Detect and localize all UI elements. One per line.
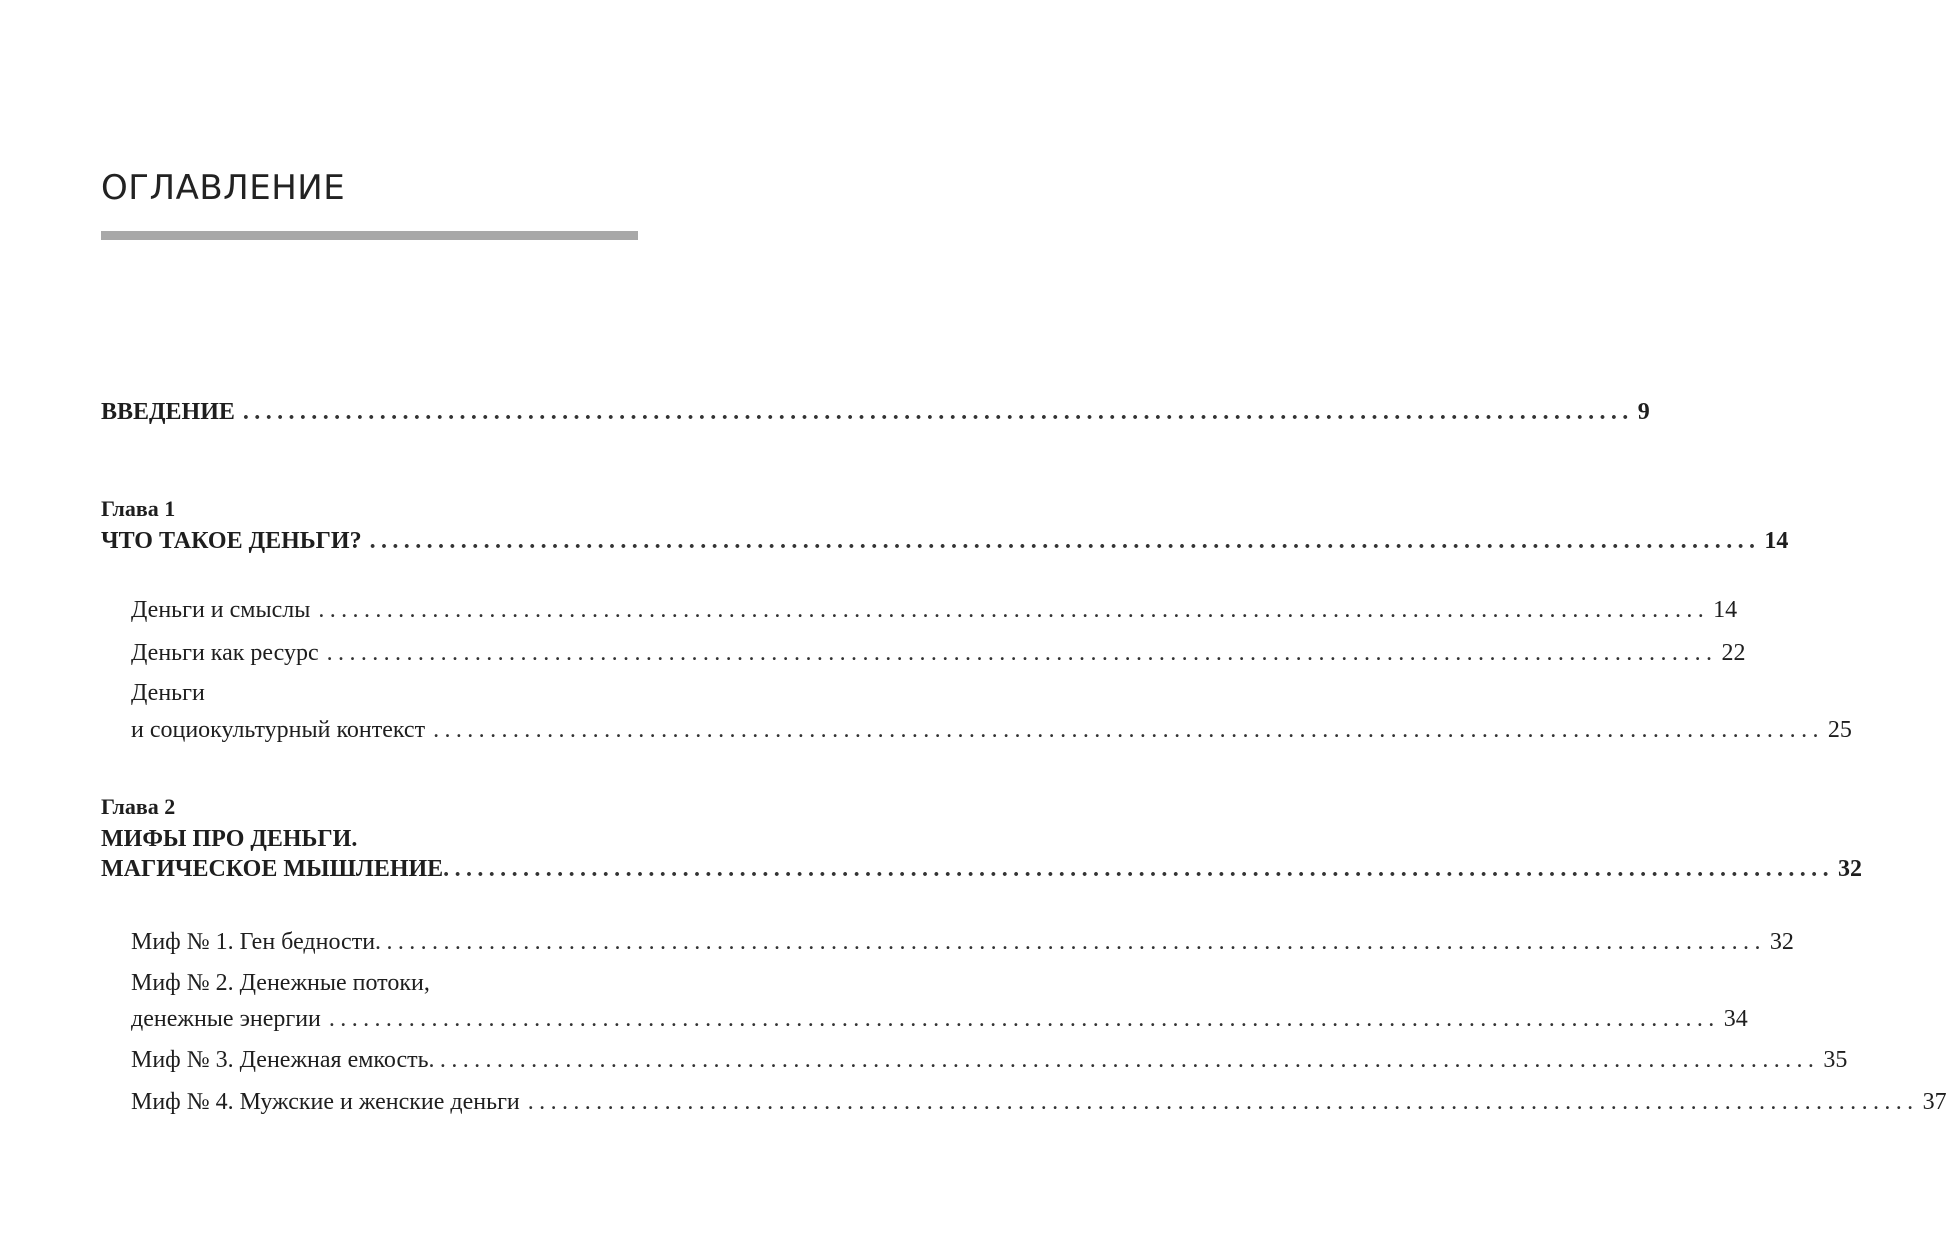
toc-entry-title-line: МИФЫ ПРО ДЕНЬГИ.	[101, 826, 358, 852]
leader-dots: ..........................................................................................................................	[326, 640, 1718, 666]
toc-entry-intro[interactable]	[101, 397, 1650, 427]
leader-dots: ..........................................................................................................................	[328, 1006, 1720, 1032]
toc-page-number: 22	[1721, 640, 1746, 666]
toc-entry-section[interactable]	[131, 1087, 1947, 1117]
toc-entry-title-line: денежные энергии	[131, 1006, 321, 1032]
leader-dots: ..........................................................................................................................	[428, 1047, 1820, 1073]
chapter-2-label: Глава 2	[101, 794, 176, 819]
toc-entry-title: Миф № 1. Ген бедности	[131, 929, 376, 955]
toc-entry-section[interactable]	[131, 968, 1748, 1034]
toc-page-number: 14	[1764, 528, 1789, 554]
toc-entry-title-line: Миф № 2. Денежные потоки,	[131, 970, 430, 996]
toc-entry-section[interactable]	[131, 927, 1794, 957]
toc-entry-title: Миф № 3. Денежная емкость	[131, 1047, 429, 1073]
toc-entry-chapter-2[interactable]	[101, 824, 1862, 884]
leader-dots: ..........................................................................................................................	[433, 717, 1824, 743]
toc-entry-section[interactable]	[131, 678, 1852, 745]
page-title: ОГЛАВЛЕНИЕ	[101, 168, 346, 208]
toc-page-number: 34	[1723, 1006, 1748, 1032]
toc-entry-title: ЧТО ТАКОЕ ДЕНЬГИ?	[101, 528, 362, 554]
toc-page-number: 25	[1827, 717, 1852, 743]
leader-dots: ..........................................................................................................................	[443, 856, 1834, 882]
toc-entry-chapter-1[interactable]	[101, 526, 1789, 556]
leader-dots: ..........................................................................................................................	[375, 929, 1766, 955]
toc-entry-title: Деньги и смыслы	[131, 597, 311, 623]
toc-page-number: 32	[1769, 929, 1794, 955]
toc-entry-title: ВВЕДЕНИЕ	[101, 399, 235, 425]
toc-entry-title-line: МАГИЧЕСКОЕ МЫШЛЕНИЕ	[101, 856, 444, 882]
toc-entry-title: Деньги как ресурс	[131, 640, 319, 666]
leader-dots: ..........................................................................................................................	[242, 399, 1634, 425]
toc-entry-title: Миф № 4. Мужские и женские деньги	[131, 1089, 520, 1115]
toc-page-number: 32	[1837, 856, 1862, 882]
toc-page-number: 9	[1637, 399, 1650, 425]
toc-entry-title-line: Деньги	[131, 680, 205, 706]
leader-dots: ..........................................................................................................................	[527, 1089, 1919, 1115]
chapter-1-label: Глава 1	[101, 496, 176, 521]
toc-page-number: 37	[1922, 1089, 1947, 1115]
leader-dots: ..........................................................................................................................	[369, 528, 1761, 554]
toc-page-number: 14	[1713, 597, 1738, 623]
toc-entry-section[interactable]	[131, 595, 1738, 625]
toc-entry-title-line: и социокультурный контекст	[131, 717, 426, 743]
title-rule	[101, 231, 638, 240]
toc-entry-section[interactable]	[131, 638, 1746, 668]
toc-entry-section[interactable]	[131, 1045, 1848, 1075]
toc-page-number: 35	[1823, 1047, 1848, 1073]
leader-dots: ..........................................................................................................................	[318, 597, 1710, 623]
